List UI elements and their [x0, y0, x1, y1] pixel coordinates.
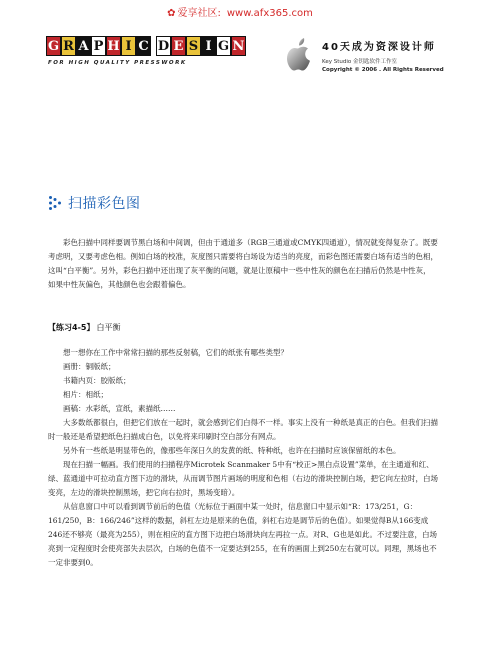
paragraph: 画稿：水彩纸，宣纸，素描纸……: [63, 404, 176, 413]
watermark: [0, 4, 480, 19]
logo-letter-tile: G: [46, 36, 61, 56]
paragraph: 另外有一些纸是明显带色的，像那些年深日久的发黄的纸、特种纸，也许在扫描时应该保留纸的本色。: [63, 446, 401, 455]
paragraph: 现在扫描一幅画。我们使用的扫描程序Microtek Scanmaker 5中有“校正>黑白点设置”菜单，在主通道和红、绿、蓝通道中可拉动直方图下边的滑块，从而调节图片画场的明度和色相（右边的滑块控制白场，把它向左拉时，白场变亮，左边的滑块控制黑场，把它向右拉时，黑场变暗）。: [48, 460, 438, 497]
practice-tag: 【练习4-5】: [48, 323, 95, 332]
apple-logo-icon: [283, 36, 315, 74]
paragraph: 画册：铜版纸；: [63, 362, 116, 371]
watermark-label: 爱享社区:: [177, 8, 221, 19]
logo-letter-tile: R: [61, 36, 76, 56]
copyright-notice: Copyright © 2006 . All Rights Reserved: [322, 67, 444, 73]
studio-name: Key Studio 金钥匙软件工作室: [322, 59, 397, 65]
logo-letter-tile: G: [216, 36, 231, 56]
practice-title: 白平衡: [96, 323, 121, 332]
paragraph: 书籍内页：胶版纸；: [63, 376, 131, 385]
logo-letter-tile: C: [136, 36, 151, 56]
logo-letter-tile: N: [231, 36, 246, 56]
logo-letter-tile: P: [91, 36, 106, 56]
paragraph: 大多数纸都很白，但把它们放在一起时，就会感到它们白得不一样。事实上没有一种纸是真正的白色。但我们扫描时一般还是希望把纸色扫描成白色，以免将来印刷时空白部分有网点。: [48, 418, 438, 441]
section-heading: [48, 193, 141, 213]
watermark-logo-icon: ✿: [167, 8, 176, 19]
intro-block: [48, 236, 438, 292]
watermark-url: www.afx365.com: [226, 8, 313, 19]
publisher-block: [322, 38, 444, 73]
paragraph: 想一想你在工作中常常扫描的那些反射稿，它们的纸张有哪些类型？: [63, 348, 288, 357]
logo-letter-tile: S: [186, 36, 201, 56]
logo-letter-tile: H: [106, 36, 121, 56]
body-block: [48, 346, 438, 570]
logo-letter-tile: I: [201, 36, 216, 56]
practice-heading: [48, 322, 120, 333]
paragraph: 从信息窗口中可以看到调节前后的色值（光标位于画面中某一处时，信息窗口中显示如“R：173/251，G：161/250，B：166/246”这样的数据，斜杠左边是原来的色值，斜杠右边是调节后的色值）。如果觉得B从166变成246还不够亮（最亮为255），则在相应的直方图下边把白场滑块向左再拉一点。对R、G也是如此。不过要注意，白场亮到一定程度时会使亮部失去层次，白场的色值不一定要达到255，在有的画面上到250左右就可以。同理，黑场也不一定非要到0。: [48, 502, 438, 567]
logo-letter-tile: A: [76, 36, 91, 56]
sparkle-dots-icon: [48, 195, 64, 211]
logo-letter-tile: I: [121, 36, 136, 56]
logo-tagline: FOR HIGH QUALITY PRESSWORK: [48, 60, 187, 66]
section-title: 扫描彩色图: [68, 196, 141, 212]
intro-paragraph: 彩色扫描中同样要调节黑白场和中间调，但由于通道多（RGB三通道或CMYK四通道），情况就变得复杂了。既要考虑明，又要考虑色相。例如白场的校准，灰度图只需要将白场设为适当的亮度，而彩色图还需要白场有适当的色相，这叫“白平衡”。另外，彩色扫描中还出现了灰平衡的问题，就是让原稿中一些中性灰的颜色在扫描后仍然是中性灰，如果中性灰偏色，其他颜色也会跟着偏色。: [48, 238, 438, 289]
logo-letter-tile: D: [156, 36, 171, 56]
paragraph: 相片：相纸；: [63, 390, 108, 399]
graphic-design-logo: [46, 36, 246, 56]
logo-letter-tile: E: [171, 36, 186, 56]
book-title: 40天成为资深设计师: [322, 42, 436, 53]
